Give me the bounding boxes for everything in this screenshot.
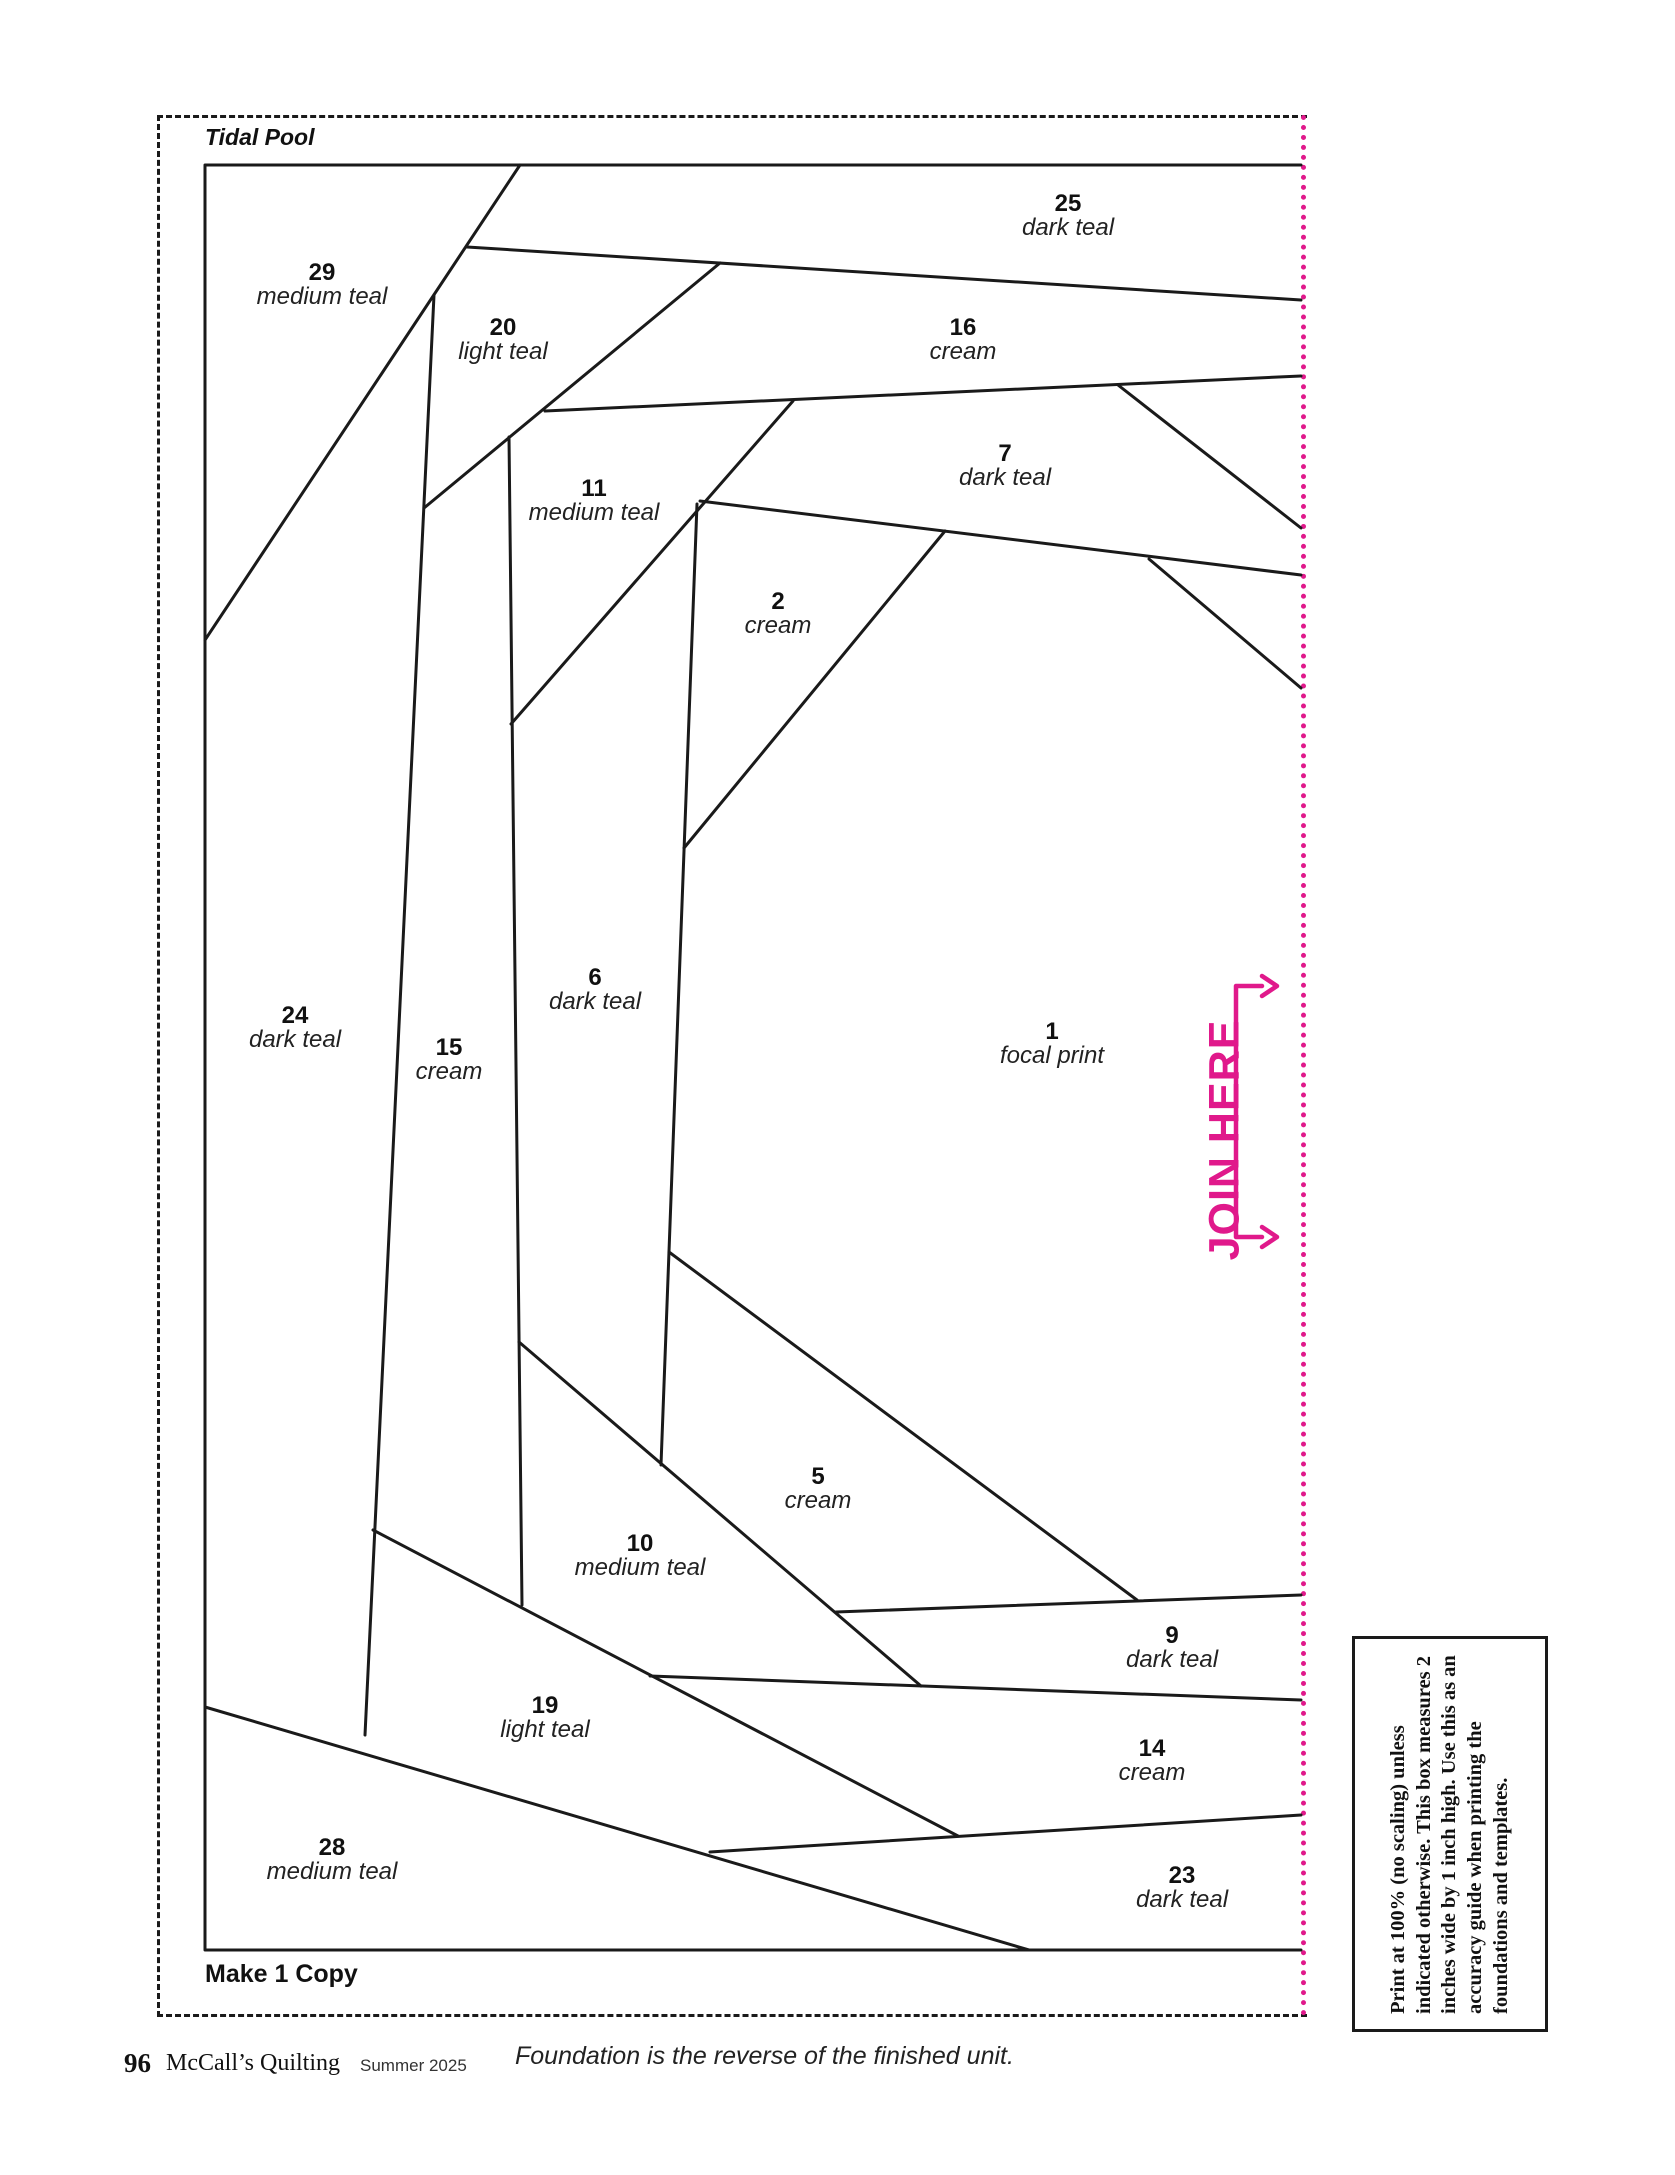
piece-number: 10 — [626, 1530, 654, 1557]
piece-label — [249, 1004, 341, 1052]
piece-number: 6 — [588, 964, 602, 991]
seam-line — [424, 263, 720, 508]
piece-fabric: medium teal — [256, 283, 388, 310]
piece-label — [930, 316, 997, 364]
seam-line — [661, 504, 697, 1465]
piece-fabric: dark teal — [548, 988, 642, 1015]
piece-fabric: cream — [784, 1487, 852, 1514]
piece-number: 5 — [811, 1463, 825, 1490]
piece-label — [416, 1036, 483, 1084]
piece-label — [257, 261, 388, 309]
piece-label — [745, 590, 812, 638]
seam-line — [1149, 559, 1301, 688]
piece-label — [1022, 192, 1114, 240]
piece-number: 11 — [581, 475, 607, 502]
seam-line — [684, 531, 945, 848]
piece-number: 24 — [281, 1002, 309, 1029]
seam-line — [836, 1595, 1301, 1612]
issue-label: Summer 2025 — [360, 2056, 467, 2075]
piece-number: 20 — [489, 314, 517, 341]
piece-label — [529, 477, 660, 525]
seam-line — [365, 295, 434, 1735]
piece-fabric: light teal — [458, 338, 548, 365]
foundation-note: Foundation is the reverse of the finished unit. — [515, 2042, 1014, 2070]
piece-fabric: dark teal — [1135, 1886, 1229, 1913]
page-number: 96 — [124, 2048, 151, 2078]
piece-fabric: medium teal — [266, 1858, 398, 1885]
piece-fabric: dark teal — [1125, 1646, 1219, 1673]
seam-line — [710, 1815, 1301, 1852]
seam-line — [467, 247, 1301, 300]
piece-number: 2 — [771, 588, 785, 615]
piece-fabric: cream — [415, 1058, 483, 1085]
piece-label — [575, 1532, 706, 1580]
piece-fabric: cream — [1118, 1759, 1186, 1786]
copy-instruction: Make 1 Copy — [205, 1960, 358, 1988]
seam-line — [511, 401, 793, 724]
piece-fabric: medium teal — [528, 499, 660, 526]
accuracy-guide-box — [1352, 1636, 1548, 2032]
piece-fabric: medium teal — [574, 1554, 706, 1581]
piece-fabric: light teal — [500, 1716, 590, 1743]
piece-number: 14 — [1138, 1735, 1166, 1762]
piece-label — [549, 966, 641, 1014]
seam-line — [205, 1707, 1029, 1950]
pattern-title: Tidal Pool — [205, 124, 315, 150]
piece-fabric: dark teal — [1021, 214, 1115, 241]
join-here-label: JOIN HERE — [1200, 1019, 1249, 1261]
piece-number: 25 — [1054, 190, 1082, 217]
seam-line — [545, 376, 1301, 411]
magazine-name: McCall’s Quilting — [166, 2050, 340, 2076]
piece-number: 28 — [318, 1834, 346, 1861]
piece-number: 19 — [531, 1692, 559, 1719]
piece-fabric: dark teal — [248, 1026, 342, 1053]
piece-label — [1000, 1020, 1104, 1068]
piece-number: 1 — [1045, 1018, 1059, 1045]
piece-number: 29 — [308, 259, 336, 286]
piece-label — [1126, 1624, 1218, 1672]
seam-line — [669, 1252, 1137, 1600]
piece-label — [1119, 1737, 1186, 1785]
accuracy-guide-text: Print at 100% (no scaling) unless indicated otherwise. This box measures 2 inches wide by 1 inch high. Use this as an accuracy guide when printing the foundations and templates. — [1386, 1655, 1512, 2014]
piece-number: 15 — [435, 1034, 463, 1061]
piece-label — [1136, 1864, 1228, 1912]
piece-label — [959, 442, 1051, 490]
piece-fabric: cream — [929, 338, 997, 365]
piece-fabric: focal print — [999, 1042, 1105, 1069]
seam-line — [700, 501, 1301, 575]
piece-number: 9 — [1165, 1622, 1179, 1649]
piece-label — [785, 1465, 852, 1513]
piece-number: 16 — [949, 314, 977, 341]
piece-fabric: cream — [744, 612, 812, 639]
piece-number: 7 — [998, 440, 1012, 467]
seam-line — [509, 437, 522, 1605]
seam-line — [205, 165, 520, 640]
piece-label — [500, 1694, 589, 1742]
pattern-outer-outline — [205, 165, 1301, 1950]
seam-line — [1118, 385, 1301, 528]
piece-number: 23 — [1168, 1862, 1196, 1889]
seam-line — [650, 1676, 1301, 1700]
piece-fabric: dark teal — [958, 464, 1052, 491]
piece-label — [267, 1836, 398, 1884]
piece-label — [458, 316, 547, 364]
